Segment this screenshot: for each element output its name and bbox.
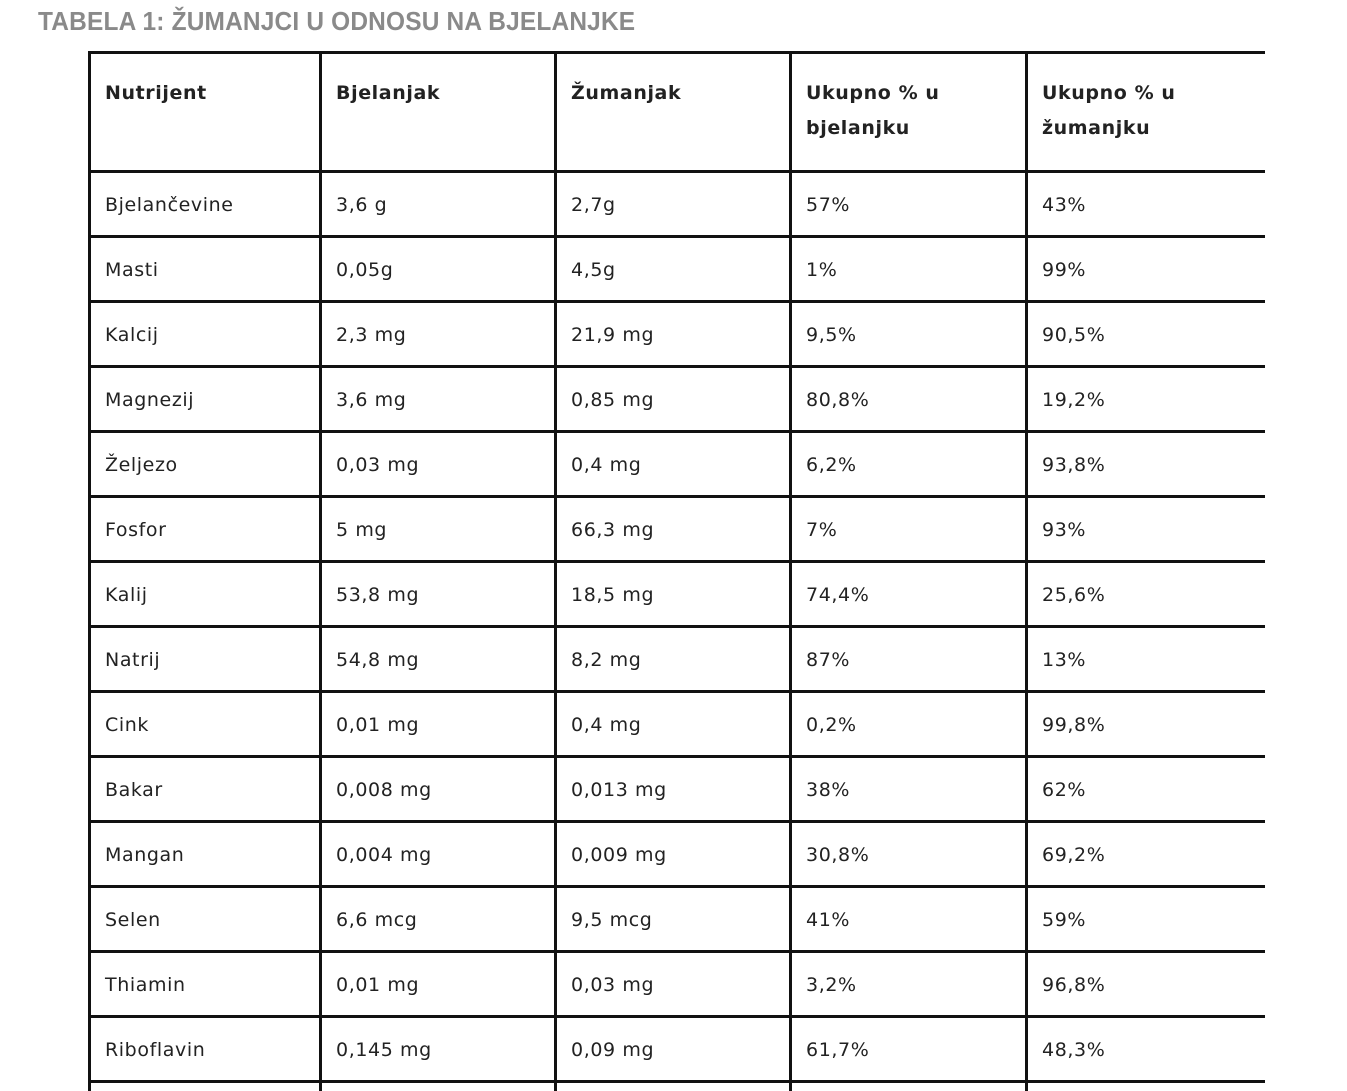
cell-percent-white: 80,8% [791,367,1027,432]
cell-egg-yolk: 4,5g [556,237,791,302]
cell-percent-yolk: 62% [1027,757,1266,822]
nutrient-table-container [88,51,1265,1091]
empty-cell [791,1082,1027,1091]
cell-percent-white: 38% [791,757,1027,822]
page-title: TABELA 1: ŽUMANJCI U ODNOSU NA BJELANJKE [38,6,635,37]
cell-egg-yolk: 0,85 mg [556,367,791,432]
cell-nutrient: Mangan [90,822,321,887]
table-row-cut-off [90,1082,1266,1091]
cell-egg-yolk: 0,4 mg [556,692,791,757]
cell-egg-white: 0,145 mg [321,1017,556,1082]
table-row [90,1017,1266,1082]
cell-percent-white: 30,8% [791,822,1027,887]
cell-egg-yolk: 0,009 mg [556,822,791,887]
header-row [90,53,1266,172]
cell-egg-white: 0,004 mg [321,822,556,887]
cell-percent-white: 61,7% [791,1017,1027,1082]
table-row [90,237,1266,302]
cell-percent-white: 1% [791,237,1027,302]
table-body [90,172,1266,1091]
cell-percent-yolk: 43% [1027,172,1266,237]
cell-percent-white: 3,2% [791,952,1027,1017]
cell-nutrient: Željezo [90,432,321,497]
header-nutrient: Nutrijent [90,53,321,172]
cell-egg-white: 0,03 mg [321,432,556,497]
nutrient-table [88,51,1265,1091]
cell-egg-yolk: 9,5 mcg [556,887,791,952]
cell-nutrient: Selen [90,887,321,952]
cell-egg-white: 5 mg [321,497,556,562]
cell-percent-white: 9,5% [791,302,1027,367]
table-row [90,627,1266,692]
table-row [90,952,1266,1017]
cell-egg-yolk: 21,9 mg [556,302,791,367]
cell-percent-yolk: 99% [1027,237,1266,302]
cell-percent-white: 0,2% [791,692,1027,757]
empty-cell [556,1082,791,1091]
cell-egg-white: 2,3 mg [321,302,556,367]
cell-nutrient: Bakar [90,757,321,822]
cell-percent-white: 6,2% [791,432,1027,497]
header-egg-yolk: Žumanjak [556,53,791,172]
cell-percent-yolk: 25,6% [1027,562,1266,627]
cell-nutrient: Kalij [90,562,321,627]
table-row [90,887,1266,952]
cell-egg-yolk: 0,03 mg [556,952,791,1017]
empty-cell [1027,1082,1266,1091]
cell-egg-white: 0,01 mg [321,952,556,1017]
cell-egg-yolk: 18,5 mg [556,562,791,627]
table-row [90,757,1266,822]
table-row [90,367,1266,432]
cell-nutrient: Cink [90,692,321,757]
table-row [90,302,1266,367]
cell-nutrient: Natrij [90,627,321,692]
cell-nutrient: Bjelančevine [90,172,321,237]
cell-nutrient: Magnezij [90,367,321,432]
table-row [90,562,1266,627]
cell-egg-yolk: 0,09 mg [556,1017,791,1082]
cell-egg-yolk: 2,7g [556,172,791,237]
cell-egg-white: 6,6 mcg [321,887,556,952]
table-row [90,432,1266,497]
cell-nutrient: Kalcij [90,302,321,367]
cell-egg-white: 3,6 mg [321,367,556,432]
cell-percent-white: 87% [791,627,1027,692]
cell-egg-yolk: 0,013 mg [556,757,791,822]
cell-egg-white: 0,008 mg [321,757,556,822]
header-egg-white: Bjelanjak [321,53,556,172]
table-row [90,822,1266,887]
cell-percent-yolk: 90,5% [1027,302,1266,367]
cell-egg-white: 54,8 mg [321,627,556,692]
cell-egg-yolk: 8,2 mg [556,627,791,692]
cell-nutrient: Fosfor [90,497,321,562]
header-percent-white: Ukupno % u bjelanjku [791,53,1027,172]
cell-percent-yolk: 69,2% [1027,822,1266,887]
table-row [90,172,1266,237]
cell-percent-white: 74,4% [791,562,1027,627]
cell-nutrient: Riboflavin [90,1017,321,1082]
table-row [90,497,1266,562]
cell-percent-yolk: 99,8% [1027,692,1266,757]
cell-egg-white: 0,01 mg [321,692,556,757]
cell-egg-yolk: 66,3 mg [556,497,791,562]
cell-percent-yolk: 19,2% [1027,367,1266,432]
header-percent-yolk: Ukupno % u žumanjku [1027,53,1266,172]
cell-percent-yolk: 93,8% [1027,432,1266,497]
table-header [90,53,1266,172]
table-row [90,692,1266,757]
cell-percent-yolk: 13% [1027,627,1266,692]
cell-percent-white: 57% [791,172,1027,237]
cell-egg-yolk: 0,4 mg [556,432,791,497]
cell-egg-white: 53,8 mg [321,562,556,627]
cell-percent-yolk: 93% [1027,497,1266,562]
empty-cell [90,1082,321,1091]
cell-percent-white: 7% [791,497,1027,562]
cell-nutrient: Thiamin [90,952,321,1017]
cell-percent-yolk: 59% [1027,887,1266,952]
cell-percent-white: 41% [791,887,1027,952]
cell-percent-yolk: 48,3% [1027,1017,1266,1082]
cell-percent-yolk: 96,8% [1027,952,1266,1017]
cell-egg-white: 0,05g [321,237,556,302]
cell-nutrient: Masti [90,237,321,302]
cell-egg-white: 3,6 g [321,172,556,237]
empty-cell [321,1082,556,1091]
